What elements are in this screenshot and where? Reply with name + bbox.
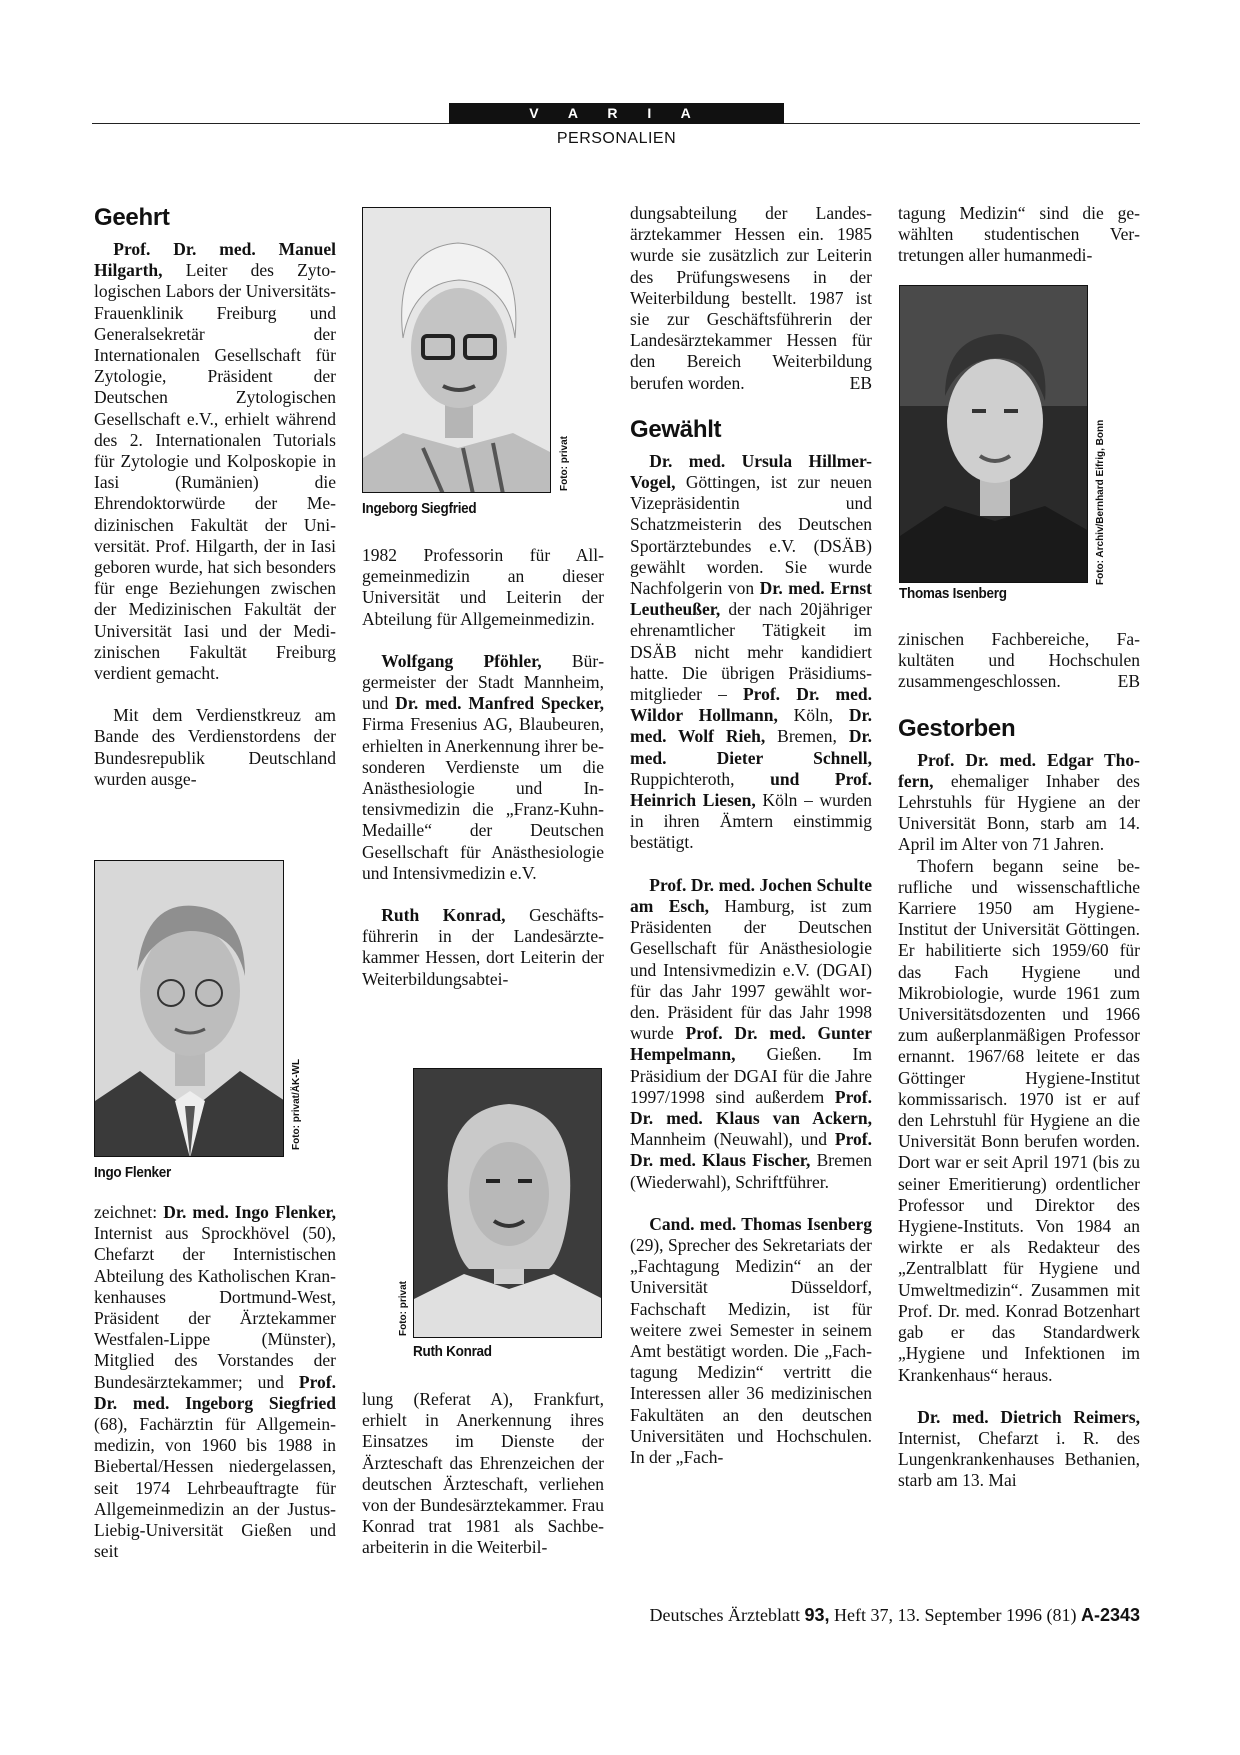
page-number: A-2343 <box>1080 1605 1140 1625</box>
person-name: Dr. med. Dieter Schnell, <box>630 726 872 768</box>
page-footer: Deutsches Ärzteblatt 93, Heft 37, 13. September 1996 (81) A-2343 <box>649 1605 1140 1625</box>
section-banner: V A R I A <box>449 103 784 124</box>
person-name: Prof. Dr. med. Jochen Schulte am Esch, <box>630 874 872 916</box>
person-name: Dr. med. Manfred Specker, <box>395 693 604 714</box>
paragraph: Prof. Dr. med. Edgar Thofern, ehemaliger Inhaber des Lehrstuhls für Hygiene an der Universität Bonn, starb am 14. April im Alter von 71 Jahren. <box>898 749 1140 855</box>
person-name: Prof. Dr. med. Klaus Fischer, <box>630 1129 872 1171</box>
paragraph: zeichnet: Dr. med. Ingo Flenker, Internist aus Sprockhövel (50), Chefarzt der Internistischen Abteilung des Katholischen Krankenhauses Dortmund-West, Präsident der Ärztekammer Westfalen-Lippe (Münster), Mitglied des Vorstandes der Bundesärztekammer; und Prof. Dr. med. Ingeborg Siegfried (68), Fachärztin für Allgemeinmedizin, von 1960 bis 1988 in Biebertal/Hessen niedergelassen, seit 1974 Lehrbeauftragte für Allgemeinmedizin an der Justus-Liebig-Universität Gießen und seit <box>94 1202 337 1562</box>
person-name: und Prof. Heinrich Liesen, <box>630 768 873 811</box>
paragraph: Wolfgang Pföhler, Bürgermeister der Stadt Mannheim, und Dr. med. Manfred Specker, Firma Fresenius AG, Blaubeuren, erhielten in Anerkennung ihrer besonderen Verdienste um die Anästhesiologie und Intensivmedizin die „Franz-Kuhn-Medaille“ der Deutschen Gesellschaft für Anästhesiologie und Intensivmedizin e.V. <box>362 650 605 883</box>
person-name: Prof. Dr. med. Ingeborg Siegfried <box>94 1371 336 1413</box>
section-heading-geehrt: Geehrt <box>94 204 170 231</box>
photo-credit: Foto: privat/ÄK-WL <box>291 1058 302 1150</box>
paragraph: 1982 Professorin für Allgemeinmedizin an dieser Universität und Leiterin der Abteilung für Allgemeinmedizin. <box>362 545 604 629</box>
person-name: Dr. med. Ingo Flenker, <box>163 1202 337 1222</box>
paragraph: Thofern begann seine berufliche und wissenschaftliche Karriere 1950 am Hygiene-Institut der Universität Göttingen. Er habilitierte sich 1959/60 für das Fach Hygiene und Mikrobiologie, wurde 1961 zum Universitätsdozenten und 1966 zum außerplanmäßigen Professor ernannt. 1967/68 leitete er das Göttinger Hygiene-Institut kommissarisch. 1970 ist er auf den Lehrstuhl für Hygiene an die Universität Bonn berufen worden. Dort war er seit April 1971 (bis zu seiner Emeritierung) ordentlicher Professor und Direktor des Hygiene-Instituts. Von 1984 an wirkte er als Redakteur des „Zentralblatt für Hygiene und Umweltmedizin“. Zusammen mit Prof. Dr. med. Konrad Botzenhart gab er das Standardwerk „Hygiene und Infektionen im Krankenhaus“ heraus. <box>898 855 1140 1385</box>
section-heading-gestorben: Gestorben <box>898 714 1016 742</box>
column-2-continued <box>362 1389 604 1559</box>
photo-thomas-isenberg <box>899 285 1088 583</box>
photo-ingeborg-siegfried <box>362 207 551 493</box>
subsection-title: PERSONALIEN <box>556 130 677 147</box>
person-name: Dr. med. Wolf Rieh, <box>630 705 872 747</box>
person-name: Prof. Dr. med. Manuel Hilgarth, <box>94 239 336 281</box>
column-2 <box>362 545 604 990</box>
person-name: Wolfgang Pföhler, <box>381 650 542 671</box>
paragraph: Mit dem Verdienstkreuz am Bande des Verdienstordens der Bundesrepublik Deutschland wurden ausge- <box>94 705 336 789</box>
author-sign: EB <box>1117 671 1140 692</box>
column-4-continued <box>898 629 1140 1492</box>
paragraph: tagung Medizin“ sind die gewählten studentischen Vertretungen aller humanmedi- <box>898 203 1140 266</box>
paragraph: Dr. med. Ursula Hillmer-Vogel, Göttingen, ist zur neuen Vizepräsidentin und Schatzmeisterin des Deutschen Sportärztebundes e.V. (DSÄB) gewählt worden. Sie wurde Nachfolgerin von Dr. med. Ernst Leutheußer, der nach 20jähriger ehrenamtlicher Tätigkeit im DSÄB nicht mehr kandidiert hatte. Die übrigen Präsidiumsmitglieder – Prof. Dr. med. Wildor Hollmann, Köln, Dr. med. Wolf Rieh, Bremen, Dr. med. Dieter Schnell, Ruppichteroth, und Prof. Heinrich Liesen, Köln – wurden in ihren Ämtern einstimmig bestätigt. <box>630 450 873 853</box>
paragraph: Cand. med. Thomas Isenberg (29), Sprecher des Sekretariats der „Fachtagung Medizin“ an der Universität Düsseldorf, Fachschaft Medizin, ist für weitere zwei Semester in seinem Amt bestätigt worden. Die „Fachtagung Medizin“ vertritt die Interessen aller 36 medizinischen Fakultäten an den deutschen Universitäten und Hochschulen. In der „Fach- <box>630 1213 872 1467</box>
column-1 <box>94 203 336 790</box>
paragraph: Prof. Dr. med. Jochen Schulte am Esch, Hamburg, ist zum Präsidenten der Deutschen Gesellschaft für Anästhesiologie und Intensivmedizin e.V. (DGAI) für das Jahr 1997 gewählt worden. Präsident für das Jahr 1998 wurde Prof. Dr. med. Gunter Hempelmann, Gießen. Im Präsidium der DGAI für die Jahre 1997/1998 sind außerdem Prof. Dr. med. Klaus van Ackern, Mannheim (Neuwahl), und Prof. Dr. med. Klaus Fischer, Bremen (Wiederwahl), Schriftführer. <box>630 874 872 1192</box>
person-name: Dr. med. Ernst Leutheußer, <box>630 578 872 620</box>
paragraph: lung (Referat A), Frankfurt, erhielt in Anerkennung ihres Einsatzes im Dienste der Ärzteschaft das Ehrenzeichen der deutschen Ärzteschaft, verliehen von der Bundesärztekammer. Frau Konrad trat 1981 als Sachbearbeiterin in die Weiterbil- <box>362 1389 604 1558</box>
paragraph: Ruth Konrad, Geschäftsführerin in der Landesärztekammer Hessen, dort Leiterin der Weiterbildungsabtei- <box>362 905 604 989</box>
photo-credit: Foto: Archiv/Bernhard Eifrig, Bonn <box>1095 419 1106 585</box>
photo-ingo-flenker <box>94 860 284 1157</box>
paragraph: zinischen Fachbereiche, Fakultäten und Hochschulen zusammengeschlossen. EB <box>898 629 1140 692</box>
photo-ruth-konrad <box>413 1068 602 1338</box>
person-name: Prof. Dr. med. Wildor Hollmann, <box>630 684 872 726</box>
column-4 <box>898 203 1140 267</box>
person-name: Ruth Konrad, <box>381 905 506 926</box>
photo-caption: Ruth Konrad <box>413 1343 492 1360</box>
section-heading-gewaehlt: Gewählt <box>630 415 722 443</box>
person-name: Prof. Dr. med. Edgar Thofern, <box>898 749 1140 791</box>
photo-caption: Ingeborg Siegfried <box>362 500 477 517</box>
paragraph: Dr. med. Dietrich Reimers, Internist, Chefarzt i. R. des Lungenkrankenhauses Bethanien, starb am 13. Mai <box>898 1406 1140 1491</box>
photo-caption: Thomas Isenberg <box>899 585 1007 602</box>
photo-caption: Ingo Flenker <box>94 1164 172 1181</box>
person-name: Prof. Dr. med. Gunter Hempelmann, <box>630 1023 872 1065</box>
person-name: Prof. Dr. med. Klaus van Ackern, <box>630 1086 872 1128</box>
paragraph: dungsabteilung der Landesärztekammer Hessen ein. 1985 wurde sie zusätzlich zur Leiterin des Prüfungswesens in der Weiterbildung bestellt. 1987 ist sie zur Geschäftsführerin der Landesärztekammer Hessen für den Bereich Weiterbildung berufen worden. EB <box>630 203 872 393</box>
person-name: Dr. med. Ursula Hillmer-Vogel, <box>630 450 872 493</box>
paragraph: Prof. Dr. med. Manuel Hilgarth, Leiter des Zytologischen Labors der Universitäts-Frauenklinik Freiburg und Generalsekretär der Internationalen Gesellschaft für Zytologie, Präsident der Deutschen Zytologischen Gesellschaft e.V., erhielt während des 2. Internationalen Tutorials für Zytologie und Kolposkopie in Iasi (Rumänien) die Ehrendoktorwürde der Medizinischen Fakultät der Universität. Prof. Hilgarth, der in Iasi geboren wurde, hat sich besonders für enge Beziehungen zwischen der Medizinischen Fakultät der Universität Iasi und der Medizinischen Fakultät Freiburg verdient gemacht. <box>94 239 336 684</box>
person-name: Cand. med. Thomas Isenberg <box>649 1213 872 1234</box>
photo-credit: Foto: privat <box>559 436 570 491</box>
author-sign: EB <box>849 372 872 393</box>
photo-credit: Foto: privat <box>398 1281 409 1336</box>
person-name: Dr. med. Dietrich Reimers, <box>917 1406 1140 1427</box>
column-1-continued <box>94 1202 336 1562</box>
column-3 <box>630 203 872 1468</box>
